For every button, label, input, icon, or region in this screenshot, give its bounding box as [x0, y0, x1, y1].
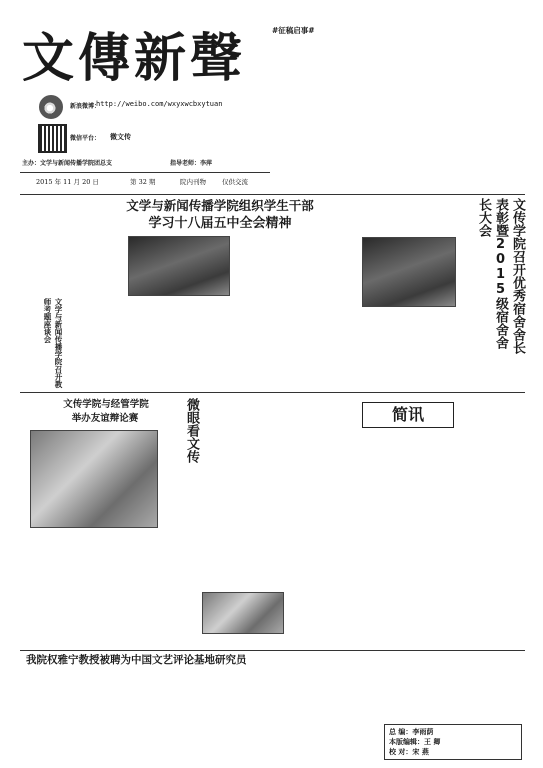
weibo-label: 新浪微博： [70, 103, 101, 110]
section-rule-3 [20, 650, 525, 651]
masthead-title: 文傳新聲 [22, 28, 247, 89]
article-main-headline: 文学与新闻传播学院组织学生干部 [126, 198, 314, 213]
article-right-photo [362, 237, 456, 307]
weibo-icon [39, 95, 63, 119]
article-lecture-body [24, 530, 164, 638]
article-main-subheadline: 学习十八届五中全会精神 [148, 216, 292, 231]
article-forum-source [200, 380, 358, 388]
article-bottom-headline: 我院权雅宁教授被聘为中国文艺评论基地研究员 [26, 654, 247, 666]
article-lecture-source [24, 638, 164, 646]
briefs-title: 简讯 [362, 402, 454, 428]
staff-box [384, 724, 522, 760]
notice-title: #征稿启事# [272, 26, 315, 35]
briefs-body [360, 396, 526, 652]
sponsor-text: 主办：文学与新闻传播学院团总支 [22, 160, 113, 167]
circulation-note: 仅供交流 [222, 178, 248, 186]
circulation: 院内刊物 [180, 178, 206, 186]
notice-box [272, 26, 524, 188]
article-right-source [362, 382, 526, 390]
advisor-text: 指导老师：李萍 [170, 160, 213, 167]
article-eyewitness-vertical-title: 微眼看文传 [184, 398, 199, 463]
issue-date: 2015 年 11 月 20 日 [36, 178, 99, 186]
issue-number: 第 32 期 [130, 178, 156, 186]
article-forum-vertical-title: 文学与新闻传播学院召开教师考题座谈会 [43, 298, 63, 388]
qr-code-icon [38, 124, 67, 153]
wechat-label: 微信平台： [70, 135, 101, 142]
article-main-photo [128, 236, 230, 296]
article-lecture-title-1: 文传学院与经管学院 [63, 399, 149, 410]
notice-body [272, 38, 524, 176]
article-bottom-body [24, 670, 356, 748]
staff-proofreader: 校 对：宋 燕 [389, 748, 429, 756]
article-eyewitness-photo [202, 592, 284, 634]
article-main-col2 [232, 235, 357, 295]
article-right-body [362, 308, 526, 380]
weibo-url[interactable]: http://weibo.com/wxyxwcbxytuan [96, 100, 223, 108]
article-lecture-title-2: 举办友谊辩论赛 [71, 413, 139, 424]
staff-managing-editor: 本版编辑：王 卿 [389, 738, 441, 746]
article-bottom-source [196, 748, 356, 756]
wechat-value: 微文传 [110, 133, 131, 141]
article-forum-body [66, 296, 358, 374]
staff-editor: 总 编：李雨荫 [389, 728, 434, 736]
section-rule-1 [20, 194, 525, 195]
section-rule-2 [20, 392, 525, 393]
article-lecture-photo [30, 430, 158, 528]
masthead-rule [20, 172, 270, 173]
article-main-col1 [25, 235, 125, 295]
article-right-vertical-title: 文传学院召开优秀宿舍舍长表彰暨2015级宿舍舍长大会 [476, 198, 525, 354]
